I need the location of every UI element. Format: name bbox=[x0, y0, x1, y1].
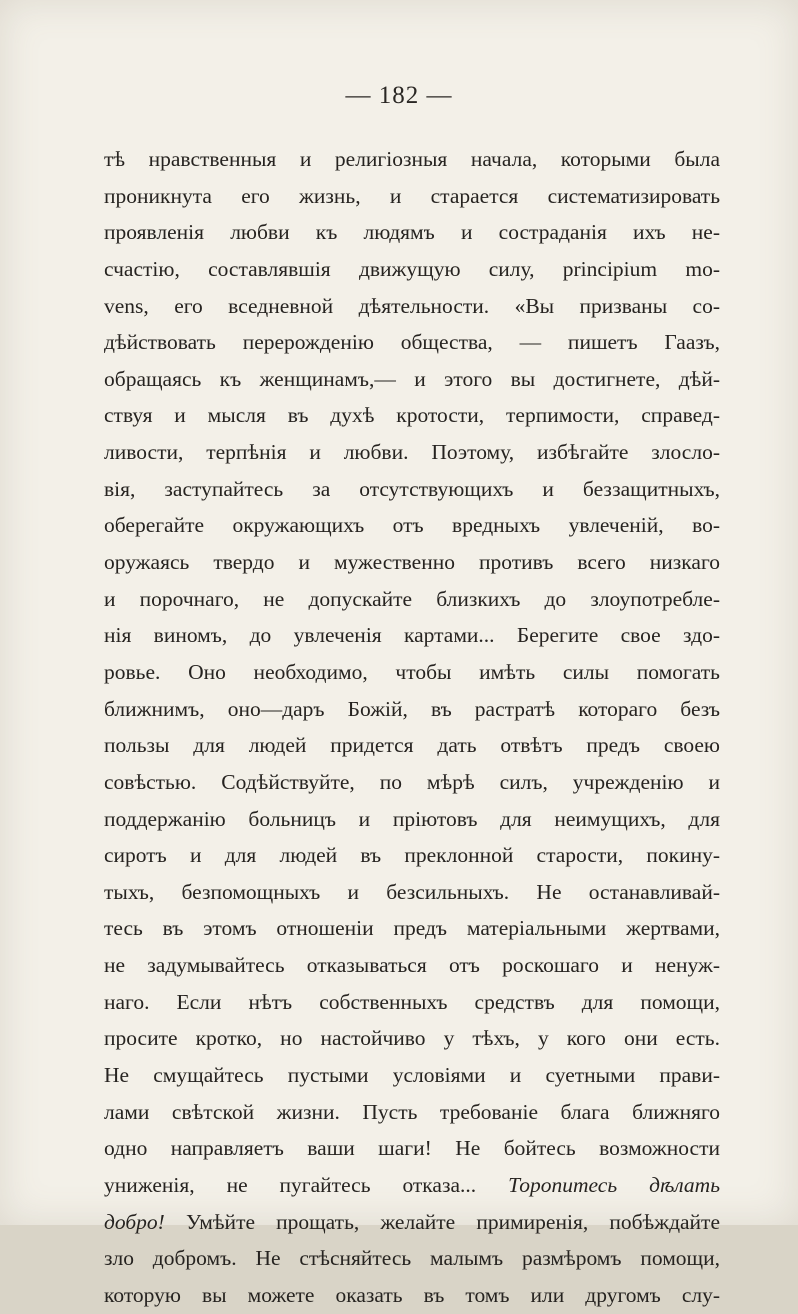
text-segment: лами свѣтской жизни. Пусть требованіе блага ближняго bbox=[104, 1099, 720, 1124]
text-line bbox=[104, 434, 720, 471]
text-line bbox=[104, 397, 720, 434]
text-line bbox=[104, 471, 720, 508]
text-line bbox=[104, 764, 720, 801]
text-line bbox=[104, 874, 720, 911]
text-line bbox=[104, 1240, 720, 1277]
text-line bbox=[104, 1204, 720, 1241]
text-segment: тѣ нравственныя и религіозныя начала, которыми была bbox=[104, 147, 720, 171]
page-number: — 182 — bbox=[345, 82, 453, 109]
text-segment: тесь въ этомъ отношеніи предъ матеріальными жертвами, bbox=[104, 916, 720, 941]
text-line bbox=[104, 801, 720, 838]
text-line bbox=[104, 1167, 720, 1204]
text-line bbox=[104, 727, 720, 764]
text-segment: проявленія любви къ людямъ и состраданія ихъ не- bbox=[104, 220, 720, 245]
text-segment: наго. Если нѣтъ собственныхъ средствъ для помощи, bbox=[104, 989, 720, 1014]
text-segment: оружаясь твердо и мужественно противъ всего низкаго bbox=[104, 550, 720, 575]
text-segment: ливости, терпѣнія и любви. Поэтому, избѣгайте злосло- bbox=[104, 440, 720, 465]
text-segment: счастію, составлявшія движущую силу, principium mo- bbox=[104, 256, 720, 281]
text-line bbox=[104, 544, 720, 581]
text-line bbox=[104, 361, 720, 398]
text-segment: ближнимъ, оно—даръ Божій, въ растратѣ котораго безъ bbox=[104, 696, 720, 721]
text-line bbox=[104, 1057, 720, 1094]
text-line bbox=[104, 984, 720, 1021]
text-segment: тыхъ, безпомощныхъ и безсильныхъ. Не останавливай- bbox=[104, 879, 720, 904]
text-line bbox=[104, 507, 720, 544]
text-segment: униженія, не пугайтесь отказа... bbox=[104, 1172, 509, 1197]
text-line bbox=[104, 324, 720, 361]
text-segment: и порочнаго, не допускайте близкихъ до злоупотребле- bbox=[104, 586, 720, 611]
text-line bbox=[104, 1020, 720, 1057]
text-segment: поддержанію больницъ и пріютовъ для неимущихъ, для bbox=[104, 806, 720, 831]
text-segment: оберегайте окружающихъ отъ вредныхъ увлеченій, во- bbox=[104, 513, 720, 538]
emphasis-text: Торопитесь дѣлать bbox=[508, 1172, 720, 1197]
text-segment: не задумывайтесь отказываться отъ роскошаго и ненуж- bbox=[104, 953, 720, 978]
text-segment: нія виномъ, до увлеченія картами... Берегите свое здо- bbox=[104, 623, 720, 648]
text-segment: сиротъ и для людей въ преклонной старости, покину- bbox=[104, 843, 720, 868]
text-line bbox=[104, 288, 720, 325]
text-segment: одно направляетъ ваши шаги! Не бойтесь возможности bbox=[104, 1136, 720, 1161]
text-line bbox=[104, 251, 720, 288]
text-segment: дѣйствовать перерожденію общества, — пишетъ Гаазъ, bbox=[104, 330, 720, 355]
text-line bbox=[104, 837, 720, 874]
text-segment: пользы для людей придется дать отвѣтъ предъ своею bbox=[104, 733, 720, 758]
text-segment: которую вы можете оказать въ томъ или другомъ слу- bbox=[104, 1282, 720, 1307]
text-segment: просите кротко, но настойчиво у тѣхъ, у кого они есть. bbox=[104, 1026, 720, 1051]
text-segment: проникнута его жизнь, и старается систематизировать bbox=[104, 183, 720, 208]
text-line bbox=[104, 178, 720, 215]
text-line bbox=[104, 141, 720, 178]
text-segment: ствуя и мысля въ духѣ кротости, терпимости, справед- bbox=[104, 403, 720, 428]
text-segment: обращаясь къ женщинамъ,— и этого вы достигнете, дѣй- bbox=[104, 366, 720, 391]
text-line bbox=[104, 947, 720, 984]
text-segment: Не смущайтесь пустыми условіями и суетными прави- bbox=[104, 1063, 720, 1088]
text-segment: ровье. Оно необходимо, чтобы имѣть силы помогать bbox=[104, 659, 720, 684]
emphasis-text: добро! bbox=[104, 1209, 165, 1234]
text-line bbox=[104, 1277, 720, 1314]
text-line bbox=[104, 910, 720, 947]
text-line bbox=[104, 214, 720, 251]
text-segment: зло добромъ. Не стѣсняйтесь малымъ размѣромъ помощи, bbox=[104, 1246, 720, 1271]
text-line bbox=[104, 654, 720, 691]
text-line bbox=[104, 1130, 720, 1167]
body-text bbox=[104, 141, 720, 1314]
text-segment: совѣстью. Содѣйствуйте, по мѣрѣ силъ, учрежденію и bbox=[104, 769, 720, 794]
text-segment: vens, его вседневной дѣятельности. «Вы призваны со- bbox=[104, 293, 720, 318]
text-segment: вія, заступайтесь за отсутствующихъ и беззащитныхъ, bbox=[104, 476, 720, 501]
text-line bbox=[104, 1094, 720, 1131]
text-line bbox=[104, 691, 720, 728]
text-segment: Умѣйте прощать, желайте примиренія, побѣждайте bbox=[164, 1209, 720, 1234]
text-line bbox=[104, 617, 720, 654]
text-line bbox=[104, 581, 720, 618]
